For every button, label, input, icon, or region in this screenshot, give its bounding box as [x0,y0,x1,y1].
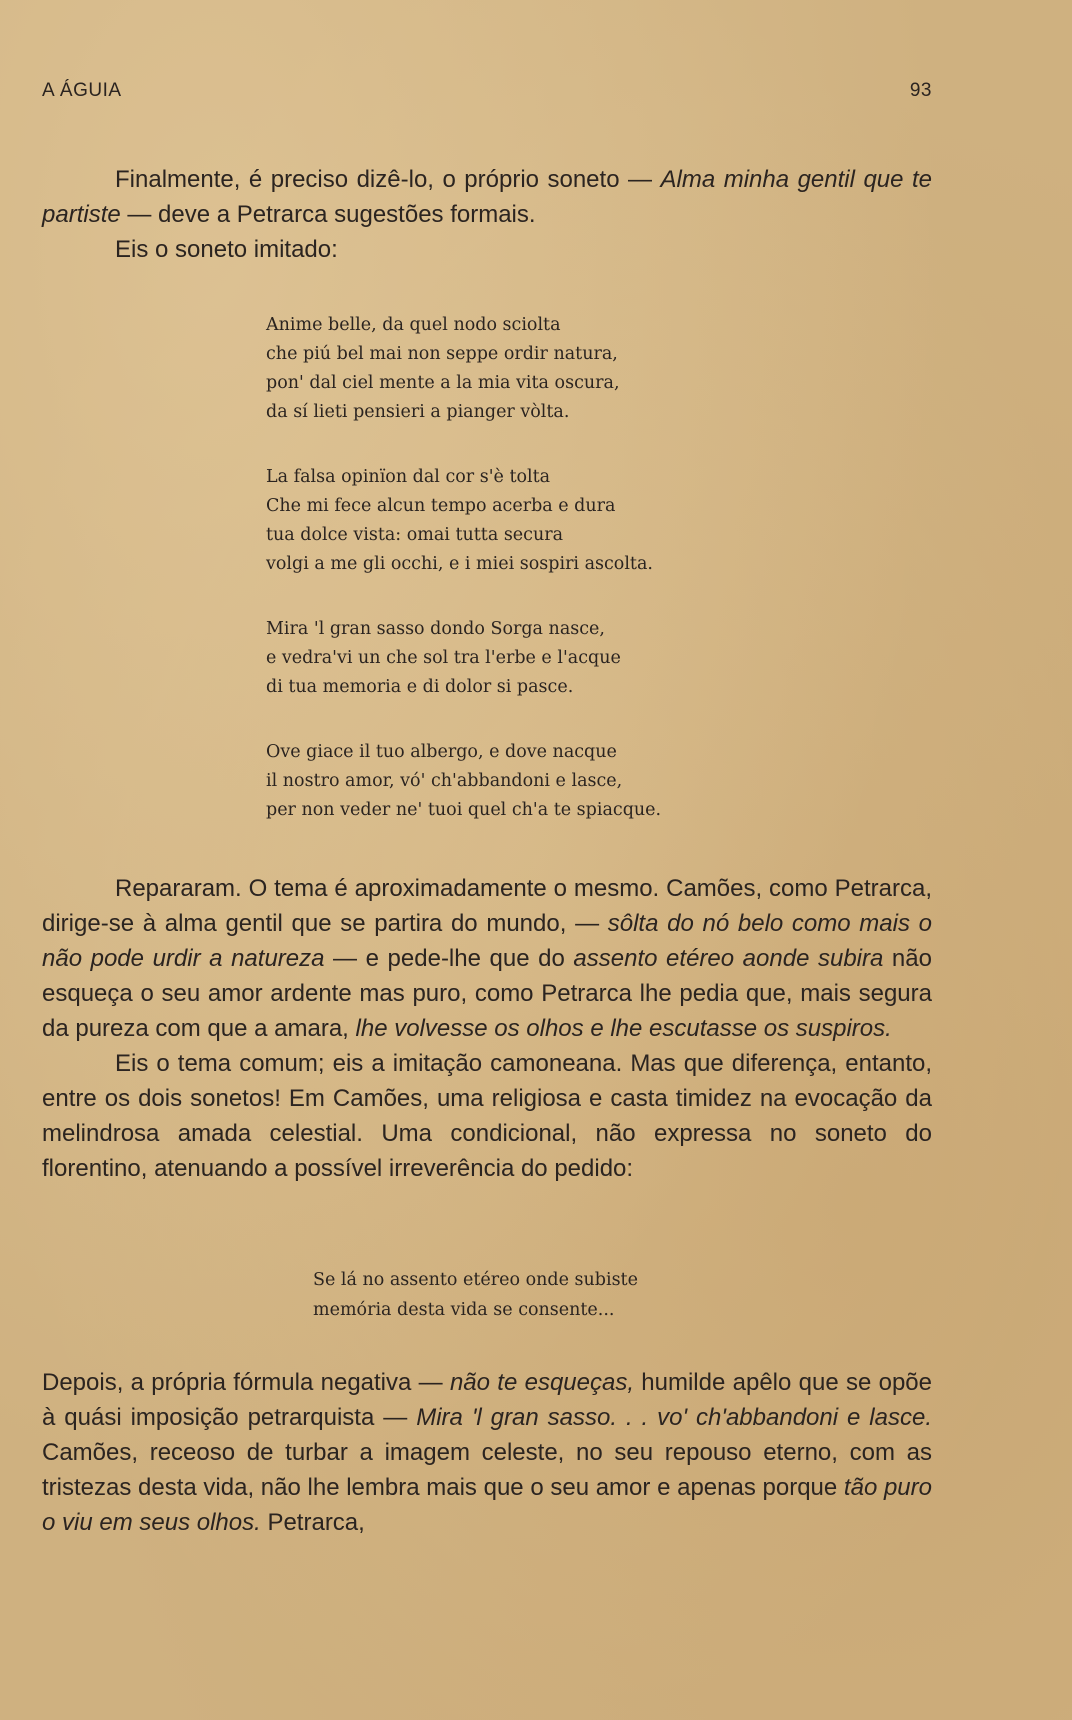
camoes-quote [313,1265,638,1325]
paragraph-1 [42,162,932,232]
commentary [42,871,932,1186]
italic-quote: sôlta do nó belo como mais o não pode urdir a natureza [42,910,932,972]
italic-quote: tão puro o viu em seus olhos. [42,1474,932,1536]
text: não esqueça o seu amor ardente mas puro, como Petrarca lhe pedia que, mais segura da pureza com que a amara, [42,945,932,1042]
petrarca-sonnet [266,311,661,861]
verse-line: Ove giace il tuo albergo, e dove nacque [266,742,617,762]
verse-line: da sí lieti pensieri a pianger vòlta. [266,402,570,422]
italic-quote: assento etéreo aonde subira [573,945,884,972]
paragraph-2 [42,871,932,1046]
paragraph-1b: Eis o soneto imitado: [115,236,338,263]
verse-line: Che mi fece alcun tempo acerba e dura [266,496,616,516]
verse-line: per non veder ne' tuoi quel ch'a te spiacque. [266,800,662,820]
text: Camões, receoso de turbar a imagem celeste, no seu repouso eterno, com as tristezas desta vida, não lhe lembra mais que o seu amor e apenas porque [42,1439,932,1501]
italic-quote: Mira 'l gran sasso. . . vo' ch'abbandoni e lasce. [416,1404,932,1431]
italic-title: Alma minha gentil que te partiste [42,166,933,228]
italic-quote: não te esqueças, [449,1369,634,1396]
verse-line: Se lá no assento etéreo onde subiste [313,1270,638,1290]
text: humilde apêlo que se opõe à quási imposição petrarquista — [42,1369,933,1431]
text: Repararam. O tema é aproximadamente o mesmo. Camões, como Petrarca, dirige-se à alma gentil que se partira do mundo, — [42,875,932,937]
verse-line: La falsa opinïon dal cor s'è tolta [266,467,551,487]
text: Petrarca, [260,1509,365,1536]
verse-line: volgi a me gli occhi, e i miei sospiri ascolta. [266,554,653,574]
verse-line: che piú bel mai non seppe ordir natura, [266,344,618,364]
text: Finalmente, é preciso dizê-lo, o próprio soneto — [115,166,661,193]
stanza-4 [266,738,661,825]
verse-line: Anime belle, da quel nodo sciolta [266,315,561,335]
verse-line: Mira 'l gran sasso dondo Sorga nasce, [266,619,605,639]
stanza-2 [266,463,661,579]
text: — deve a Petrarca sugestões formais. [120,201,536,228]
journal-title: A ÁGUIA [42,80,122,101]
page-number: 93 [909,80,932,101]
text: — e pede-lhe que do [324,945,574,972]
verse-line: tua dolce vista: omai tutta secura [266,525,564,545]
paragraph-intro [42,162,932,267]
text: Depois, a própria fórmula negativa — [42,1369,450,1396]
verse-line: e vedra'vi un che sol tra l'erbe e l'acque [266,648,621,668]
stanza-3 [266,615,661,702]
paragraph-4 [42,1365,932,1540]
paragraph-3: Eis o tema comum; eis a imitação camoneana. Mas que diferença, entanto, entre os dois sonetos! Em Camões, uma religiosa e casta timidez na evocação da melindrosa amada celestial. Uma condicional, não expressa no soneto do florentino, atenuando a possível irreverência do pedido: [42,1050,932,1182]
paragraph-4-block [42,1365,932,1540]
running-header [42,80,932,110]
verse-line: di tua memoria e di dolor si pasce. [266,677,574,697]
verse-line: il nostro amor, vó' ch'abbandoni e lasce, [266,771,623,791]
italic-quote: lhe volvesse os olhos e lhe escutasse os suspiros. [355,1015,892,1042]
verse-line: pon' dal ciel mente a la mia vita oscura, [266,373,620,393]
verse-line: memória desta vida se consente... [313,1300,615,1320]
stanza-1 [266,311,661,427]
